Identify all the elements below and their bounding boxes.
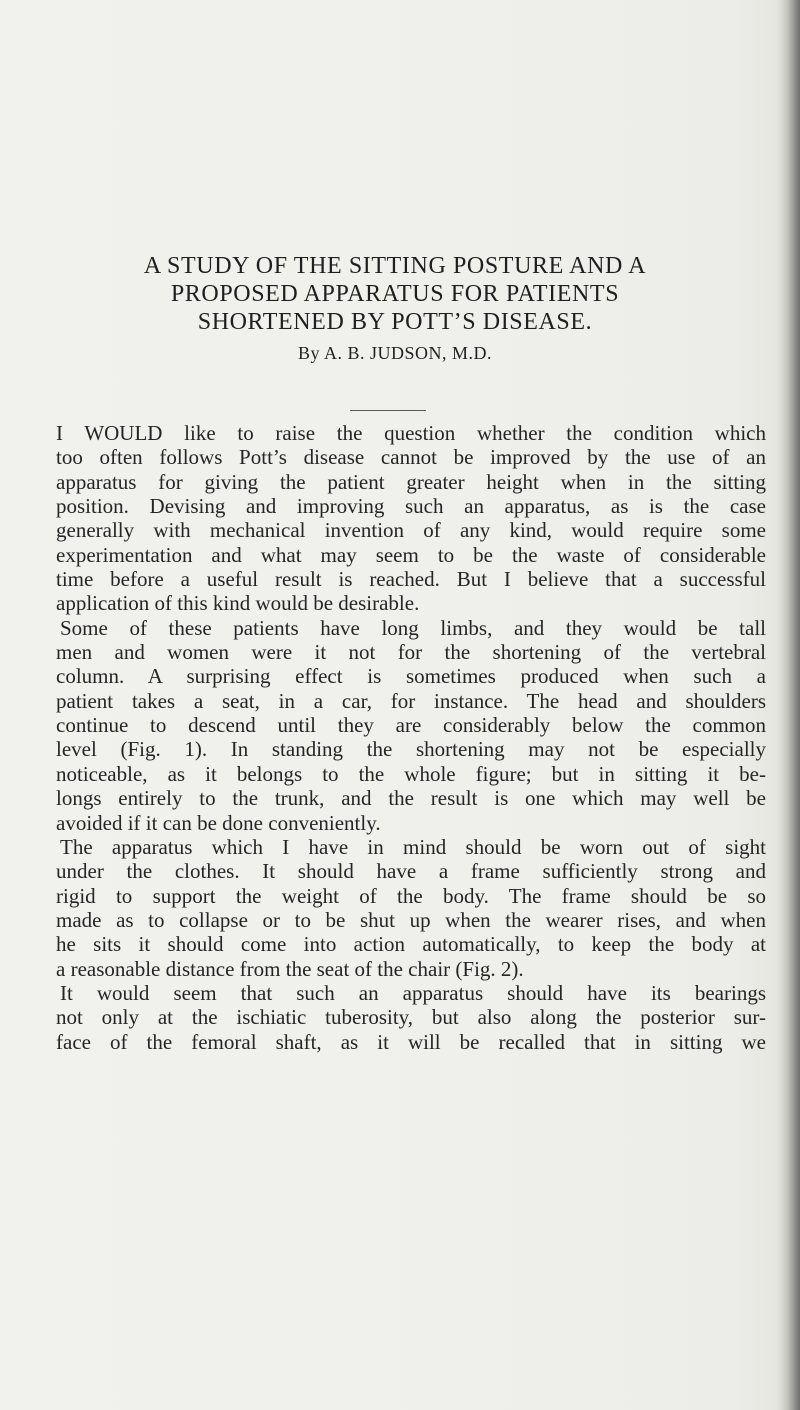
text-line: time before a useful result is reached. But I believe that a successful xyxy=(56,567,766,592)
section-divider xyxy=(350,410,426,411)
text-line: application of this kind would be desirable. xyxy=(56,591,420,616)
text-line: made as to collapse or to be shut up when the wearer rises, and when xyxy=(56,907,766,932)
paragraph-1 xyxy=(56,421,766,616)
text-line: Some of these patients have long limbs, and they would be tall xyxy=(60,615,766,640)
text-line: experimentation and what may seem to be the waste of considerable xyxy=(56,542,766,567)
title-line-3: SHORTENED BY POTT’S DISEASE. xyxy=(197,309,593,335)
article-title xyxy=(50,252,740,336)
text-line: noticeable, as it belongs to the whole figure; but in sitting it be- xyxy=(56,761,766,786)
text-line: too often follows Pott’s disease cannot be improved by the use of an xyxy=(56,445,766,470)
text-line: a reasonable distance from the seat of the chair (Fig. 2). xyxy=(56,956,524,981)
book-gutter-shadow xyxy=(780,0,800,1410)
text-line: generally with mechanical invention of any kind, would require some xyxy=(56,518,766,543)
text-line: column. A surprising effect is sometimes produced when such a xyxy=(56,664,766,689)
author-byline: By A. B. JUDSON, M.D. xyxy=(297,343,493,363)
article-body xyxy=(56,421,766,1054)
text-line: position. Devising and improving such an apparatus, as is the case xyxy=(56,494,766,519)
paragraph-2 xyxy=(56,616,766,835)
text-line: face of the femoral shaft, as it will be recalled that in sitting we xyxy=(56,1029,766,1054)
text-line: rigid to support the weight of the body. The frame should be so xyxy=(56,883,766,908)
text-line: longs entirely to the trunk, and the result is one which may well be xyxy=(56,786,766,811)
paragraph-4 xyxy=(56,981,766,1054)
text-line: continue to descend until they are considerably below the common xyxy=(56,713,766,738)
text-line: under the clothes. It should have a frame sufficiently strong and xyxy=(56,859,766,884)
paragraph-3 xyxy=(56,835,766,981)
text-line: level (Fig. 1). In standing the shortening may not be especially xyxy=(56,737,766,762)
title-line-1: A STUDY OF THE SITTING POSTURE AND A xyxy=(143,253,647,279)
text-line: apparatus for giving the patient greater height when in the sitting xyxy=(56,469,766,494)
text-line: men and women were it not for the shortening of the vertebral xyxy=(56,640,766,665)
text-line: It would seem that such an apparatus should have its bearings xyxy=(60,980,766,1005)
text-line: The apparatus which I have in mind should be worn out of sight xyxy=(60,834,766,859)
text-line: avoided if it can be done conveniently. xyxy=(56,810,381,835)
text-line: not only at the ischiatic tuberosity, but also along the posterior sur- xyxy=(56,1005,766,1030)
title-line-2: PROPOSED APPARATUS FOR PATIENTS xyxy=(170,281,620,307)
text-line: he sits it should come into action automatically, to keep the body at xyxy=(56,932,766,957)
text-line: patient takes a seat, in a car, for instance. The head and shoulders xyxy=(56,688,766,713)
text-line: I WOULD like to raise the question whether the condition which xyxy=(56,421,766,445)
